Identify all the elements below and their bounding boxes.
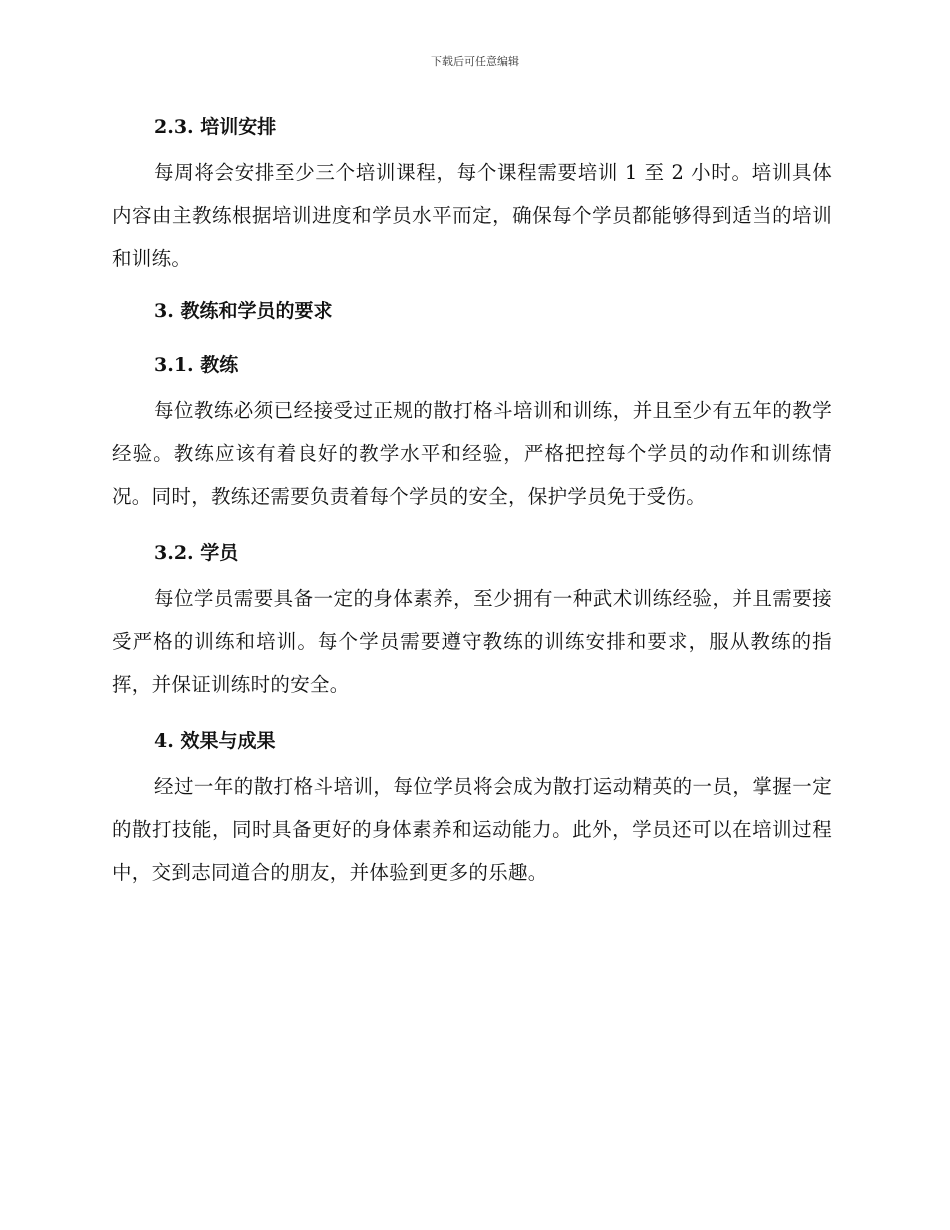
page-header: 下载后可任意编辑 [431, 55, 519, 68]
section-paragraph-3-1: 每位教练必须已经接受过正规的散打格斗培训和训练，并且至少有五年的教学经验。教练应该有着良好的教学水平和经验，严格把控每个学员的动作和训练情况。同时，教练还需要负责着每个学员的安全，保护学员免于受伤。 [112, 399, 832, 508]
document-body [112, 110, 832, 894]
section-paragraph-3-2: 每位学员需要具备一定的身体素养，至少拥有一种武术训练经验，并且需要接受严格的训练和培训。每个学员需要遵守教练的训练安排和要求，服从教练的指挥，并保证训练时的安全。 [112, 587, 832, 696]
section-paragraph-2-3: 每周将会安排至少三个培训课程，每个课程需要培训 1 至 2 小时。培训具体内容由主教练根据培训进度和学员水平而定，确保每个学员都能够得到适当的培训和训练。 [112, 161, 832, 270]
section-heading-4: 4. 效果与成果 [154, 730, 276, 752]
section-heading-3-1: 3.1. 教练 [154, 354, 239, 376]
section-heading-3: 3. 教练和学员的要求 [154, 300, 333, 322]
section-heading-3-2: 3.2. 学员 [154, 542, 239, 564]
section-paragraph-4: 经过一年的散打格斗培训，每位学员将会成为散打运动精英的一员，掌握一定的散打技能，同时具备更好的身体素养和运动能力。此外，学员还可以在培训过程中，交到志同道合的朋友，并体验到更多的乐趣。 [112, 775, 832, 884]
section-heading-2-3: 2.3. 培训安排 [154, 116, 277, 138]
